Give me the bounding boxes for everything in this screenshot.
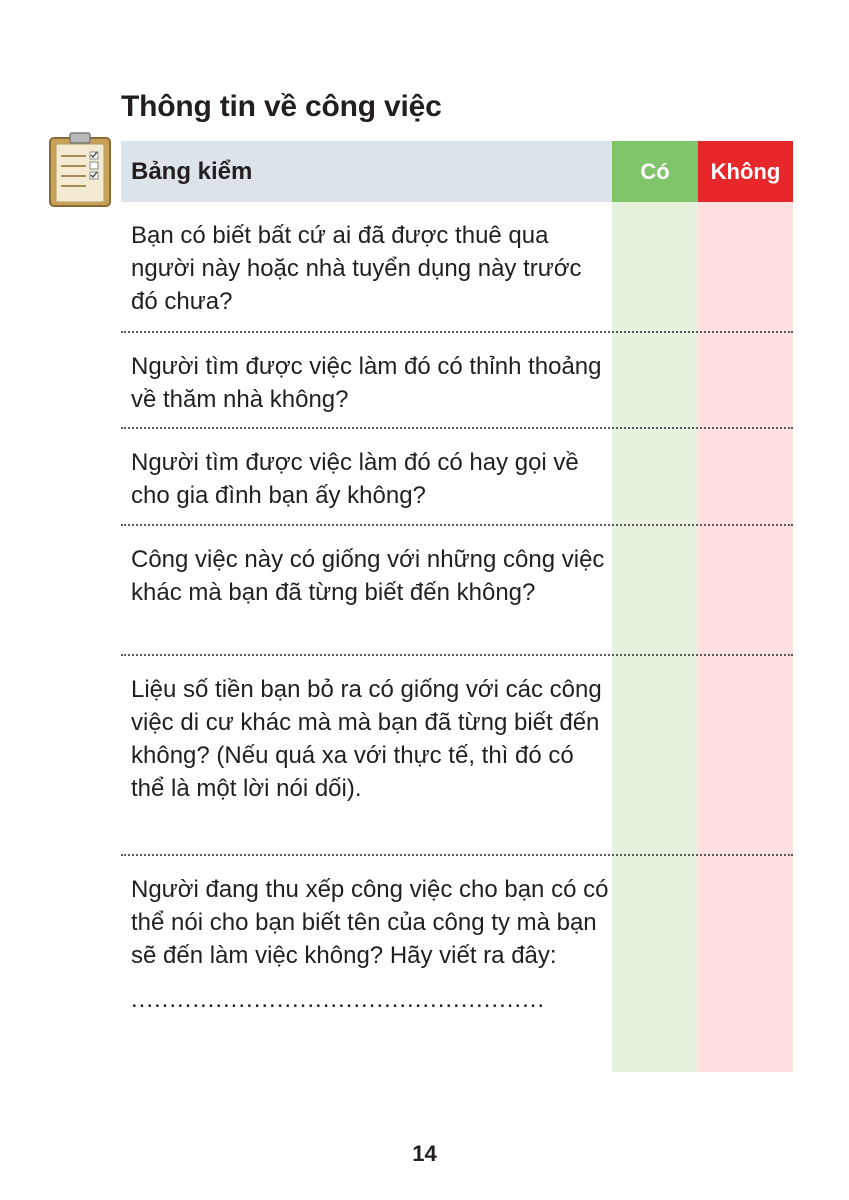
table-header — [121, 141, 793, 202]
header-label: Bảng kiểm — [121, 141, 612, 202]
yes-column-header: Có — [612, 141, 698, 202]
question-text: Người đang thu xếp công việc cho bạn có có thể nói cho bạn biết tên của công ty mà bạn sẽ đến làm việc không? Hãy viết ra đây: — [131, 876, 609, 969]
table-row — [121, 526, 793, 654]
checklist-table — [121, 141, 793, 1072]
table-row — [121, 202, 793, 331]
question-text: Người tìm được việc làm đó có hay gọi về cho gia đình bạn ấy không? — [131, 449, 579, 509]
question-text: Người tìm được việc làm đó có thỉnh thoảng về thăm nhà không? — [131, 353, 602, 413]
table-row — [121, 333, 793, 427]
question-text: Liệu số tiền bạn bỏ ra có giống với các công việc di cư khác mà mà bạn đã từng biết đến không? (Nếu quá xa với thực tế, thì đó có thể là một lời nói dối). — [131, 676, 602, 802]
table-row — [121, 656, 793, 854]
question-text: Bạn có biết bất cứ ai đã được thuê qua người này hoặc nhà tuyển dụng này trước đó chưa? — [131, 222, 582, 315]
page-number: 14 — [412, 1141, 437, 1166]
no-column-header: Không — [698, 141, 793, 202]
table-body — [121, 202, 793, 1072]
table-row — [121, 429, 793, 524]
clipboard-checklist-icon — [46, 130, 118, 208]
section-title: Thông tin về công việc — [121, 90, 442, 123]
table-row — [121, 856, 793, 1072]
question-text: Công việc này có giống với những công việc khác mà bạn đã từng biết đến không? — [131, 546, 605, 606]
write-in-blank-line[interactable]: ...................................................... — [131, 986, 546, 1013]
